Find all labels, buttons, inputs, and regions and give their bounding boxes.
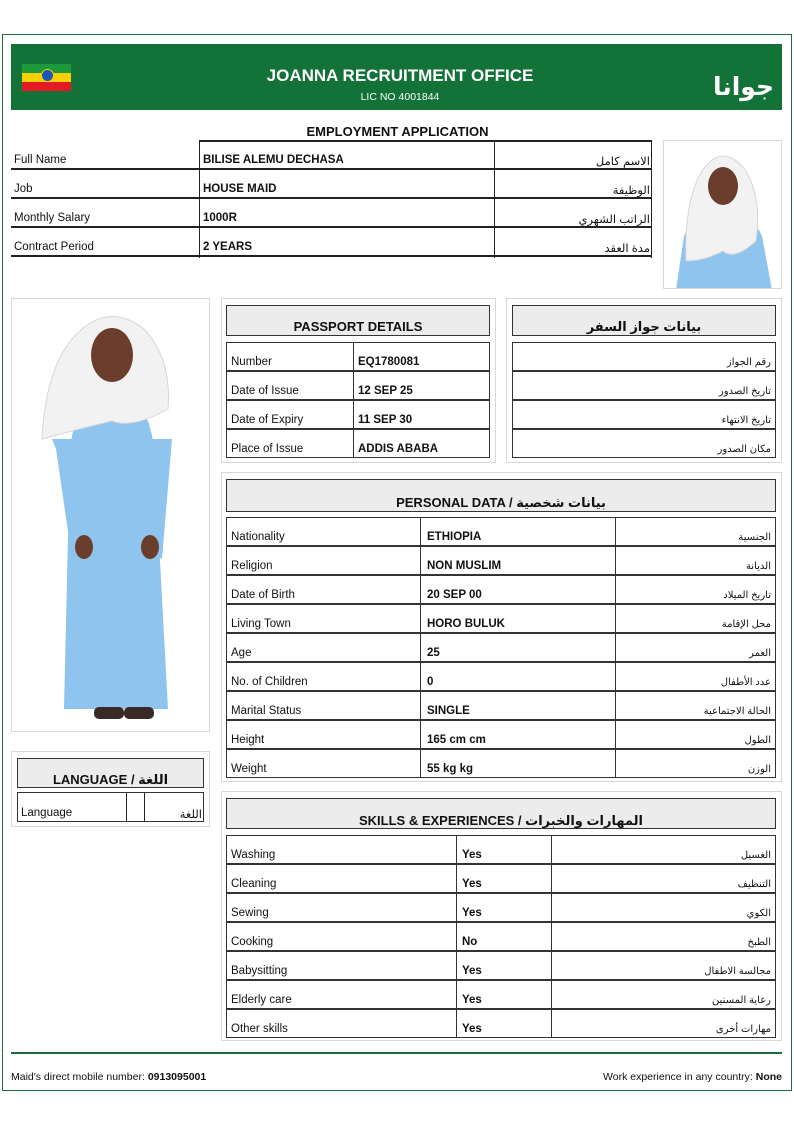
skill-value: Yes (462, 1023, 482, 1035)
passport-value: 12 SEP 25 (358, 385, 413, 397)
skill-arabic-label: مهارات أخرى (715, 1024, 771, 1035)
personal-value: NON MUSLIM (427, 560, 502, 572)
personal-value: 0 (427, 676, 434, 688)
summary-arabic-label: الاسم كامل (595, 156, 650, 168)
mobile-number (11, 1071, 206, 1083)
skill-label: Washing (231, 849, 276, 861)
skill-label: Cooking (231, 936, 274, 948)
summary-col-line (494, 140, 495, 258)
summary-row-line (11, 197, 651, 199)
personal-value: ETHIOPIA (427, 531, 482, 543)
passport-arabic-label: مكان الصدور (717, 444, 771, 455)
passport-label: Date of Issue (231, 385, 299, 397)
personal-label: Weight (231, 763, 267, 775)
passport-value: ADDIS ABABA (358, 443, 439, 455)
skill-value: Yes (462, 907, 482, 919)
office-title: JOANNA RECRUITMENT OFFICE (266, 66, 534, 85)
mobile-value: 0913095001 (147, 1071, 207, 1083)
passport-label: Place of Issue (231, 443, 304, 455)
skill-arabic-label: مجالسة الاطفال (704, 966, 771, 977)
summary-arabic-label: الراتب الشهري (578, 214, 650, 226)
license-number: LIC NO 4001844 (360, 91, 440, 103)
summary-value: HOUSE MAID (203, 183, 277, 195)
skill-value: Yes (462, 994, 482, 1006)
personal-label: Date of Birth (231, 589, 295, 601)
language-row (17, 792, 204, 822)
skill-arabic-label: التنظيف (737, 879, 771, 890)
summary-arabic-label: مدة العقد (604, 243, 650, 255)
portrait-photo (663, 140, 782, 289)
skill-value: Yes (462, 878, 482, 890)
skill-value: Yes (462, 965, 482, 977)
skill-arabic-label: الكوي (746, 908, 771, 919)
summary-row-line (11, 168, 651, 170)
summary-label: Contract Period (14, 241, 94, 253)
office-arabic-name: جوانا (712, 73, 774, 101)
skill-label: Sewing (231, 907, 269, 919)
skill-label: Babysitting (231, 965, 288, 977)
footer-divider (11, 1052, 782, 1054)
personal-arabic-label: الحالة الاجتماعية (703, 706, 771, 717)
skill-label: Other skills (231, 1023, 288, 1035)
experience-value: None (755, 1071, 782, 1083)
personal-arabic-label: العمر (749, 648, 771, 659)
personal-arabic-label: الطول (744, 735, 771, 746)
personal-value: 20 SEP 00 (427, 589, 482, 601)
application-title: EMPLOYMENT APPLICATION (306, 124, 489, 139)
skills-title: SKILLS & EXPERIENCES / المهارات والخبرات (226, 798, 776, 829)
personal-label: Height (231, 734, 265, 746)
summary-label: Monthly Salary (14, 212, 91, 224)
personal-label: Nationality (231, 531, 285, 543)
summary-top-line (199, 140, 651, 142)
summary-row-line (11, 255, 651, 257)
summary-label: Job (14, 183, 33, 195)
personal-label: Marital Status (231, 705, 302, 717)
personal-title: PERSONAL DATA / بيانات شخصية (226, 479, 776, 512)
personal-label: No. of Children (231, 676, 308, 688)
skill-value: Yes (462, 849, 482, 861)
passport-arabic-label: رقم الجواز (726, 357, 771, 368)
personal-label-cell (226, 633, 421, 662)
passport-label: Date of Expiry (231, 414, 304, 426)
summary-value: 2 YEARS (203, 241, 253, 253)
personal-label: Age (231, 647, 252, 659)
skill-label: Elderly care (231, 994, 292, 1006)
ethiopia-flag-icon (22, 64, 71, 91)
passport-value: EQ1780081 (358, 356, 420, 368)
passport-value: 11 SEP 30 (358, 414, 413, 426)
skill-arabic-label: الطبخ (747, 937, 771, 948)
personal-value: 165 cm cm (427, 734, 486, 746)
personal-value: HORO BULUK (427, 618, 505, 630)
skill-value: No (462, 936, 478, 948)
personal-value: 25 (427, 647, 440, 659)
mobile-label: Maid's direct mobile number: (11, 1071, 145, 1083)
skill-label: Cleaning (231, 878, 277, 890)
summary-value: BILISE ALEMU DECHASA (203, 154, 344, 166)
passport-arabic-title: بيانات جواز السفر (512, 305, 776, 336)
personal-value: SINGLE (427, 705, 470, 717)
passport-title: PASSPORT DETAILS (226, 305, 490, 336)
passport-arabic-label: تاريخ الصدور (718, 386, 771, 397)
language-title: LANGUAGE / اللغة (17, 758, 204, 788)
passport-arabic-label: تاريخ الانتهاء (721, 415, 771, 426)
work-experience (520, 1071, 782, 1083)
language-arabic-label: اللغة (179, 809, 202, 821)
passport-label: Number (231, 356, 272, 368)
summary-label: Full Name (14, 154, 67, 166)
personal-value-cell (420, 662, 616, 691)
personal-label: Living Town (231, 618, 291, 630)
personal-arabic-label: عدد الأطفال (720, 677, 771, 688)
personal-arabic-label: الوزن (747, 764, 771, 775)
personal-arabic-label: الديانة (745, 561, 771, 572)
summary-arabic-label: الوظيفة (612, 185, 650, 197)
summary-col-line (651, 140, 652, 258)
full-body-photo (11, 298, 210, 732)
personal-arabic-label: محل الإقامة (721, 619, 771, 630)
summary-value: 1000R (203, 212, 237, 224)
summary-col-line (199, 140, 200, 258)
personal-arabic-label: تاريخ الميلاد (723, 590, 771, 601)
skill-arabic-label: الغسيل (740, 850, 771, 861)
experience-label: Work experience in any country: (603, 1071, 753, 1083)
skill-arabic-label: رعاية المسنين (712, 995, 771, 1006)
language-label: Language (21, 807, 73, 819)
summary-row-line (11, 226, 651, 228)
personal-value-cell (420, 633, 616, 662)
personal-value: 55 kg kg (427, 763, 474, 775)
personal-label: Religion (231, 560, 273, 572)
personal-arabic-label: الجنسية (738, 532, 771, 543)
